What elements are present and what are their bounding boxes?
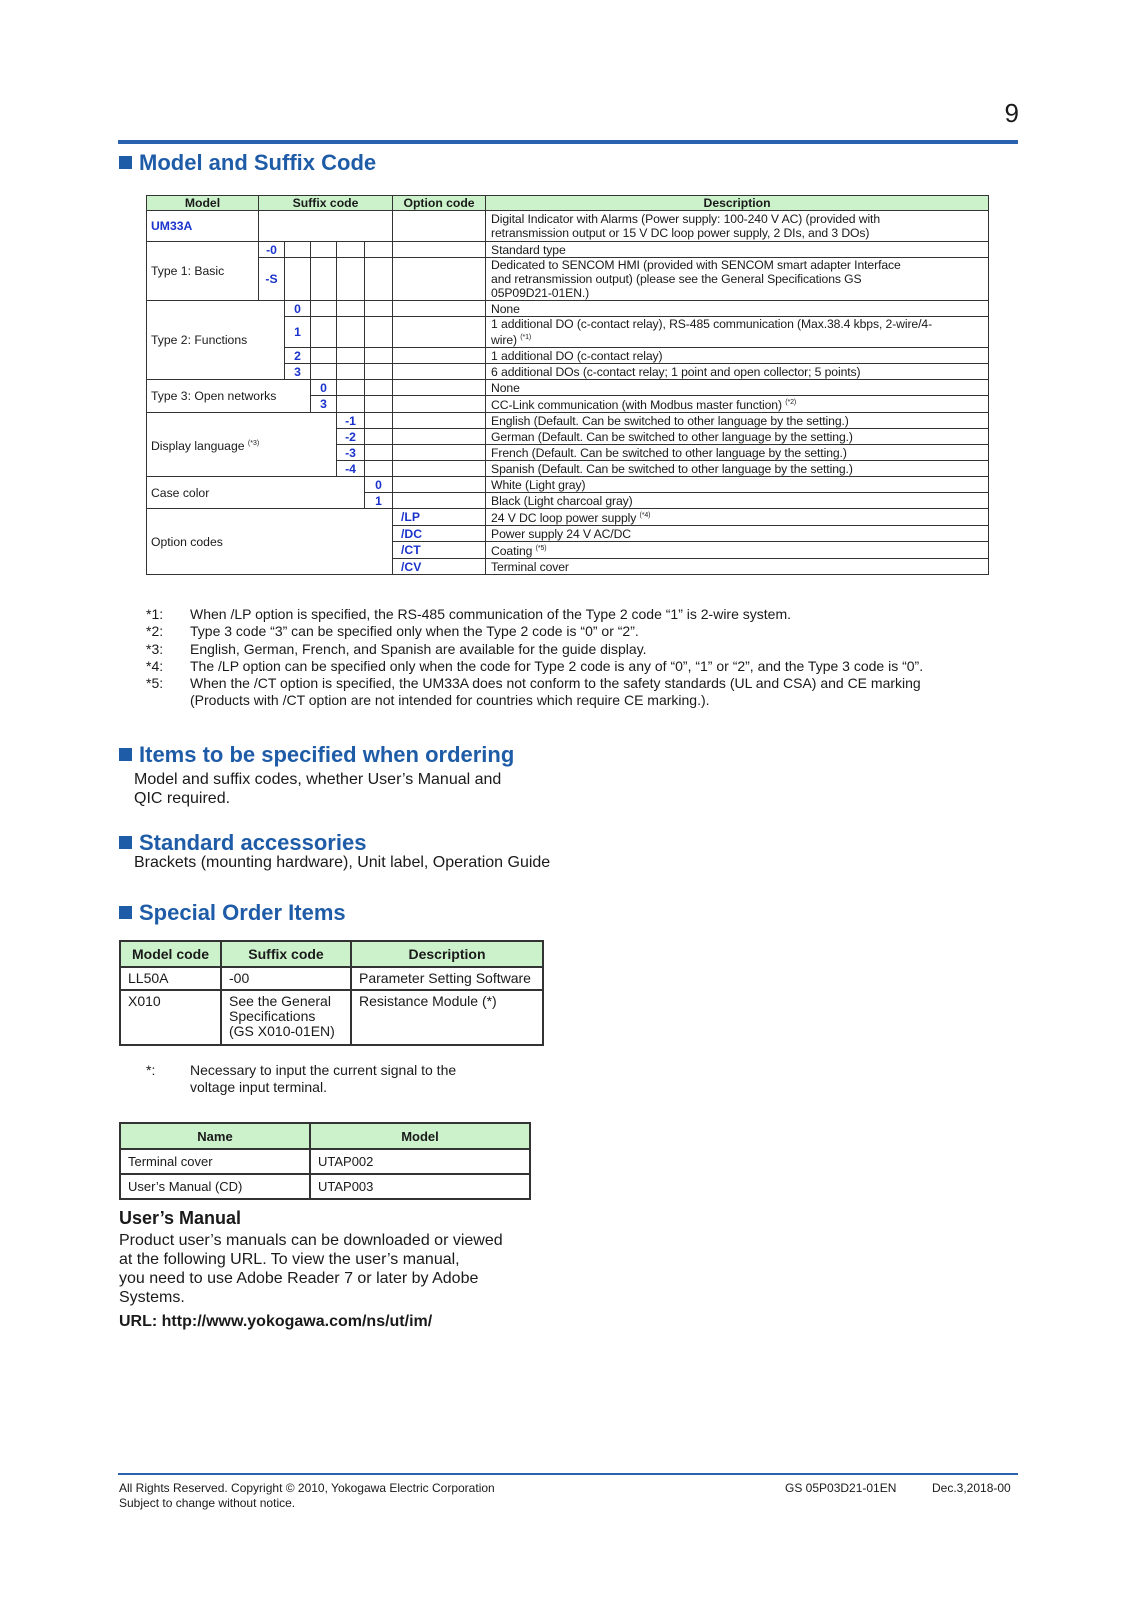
option-codes-label: Option codes (147, 509, 393, 575)
table-row: /CT Coating $^{(*5)}$ (147, 542, 989, 559)
table-header-row: Model code Suffix code Description (120, 941, 543, 967)
footnote: *4: The /LP option can be specified only when the code for Type 2 code is any of “0”, “1” or “2”, and the Type 3 code is “0”. (146, 657, 924, 674)
footnote: *5: When the /CT option is specified, the UM33A does not conform to the safety standards (UL and CSA) and CE marking (146, 675, 921, 692)
table-row: /CV Terminal cover (147, 559, 989, 575)
square-bullet-icon (119, 906, 132, 919)
table-row: LL50A -00 Parameter Setting Software (120, 967, 543, 990)
table-row: Terminal cover UTAP002 (120, 1149, 530, 1174)
accessories-text: Brackets (mounting hardware), Unit label, Operation Guide (134, 854, 551, 871)
page-number: 9 (1004, 98, 1019, 128)
top-rule (118, 140, 1018, 144)
table-row: Type 3: Open networks 0 None (147, 380, 989, 396)
special-order-note: *: Necessary to input the current signal to the voltage input terminal. (146, 1062, 457, 1095)
header-description: Description (486, 196, 989, 211)
model-code: UM33A (147, 211, 259, 242)
section-heading-standard-accessories: Standard accessories (119, 830, 366, 856)
header-option: Option code (393, 196, 486, 211)
footnote: *3: English, German, French, and Spanish are available for the guide display. (146, 640, 647, 657)
header-model: Model (147, 196, 259, 211)
table-row: -4 Spanish (Default. Can be switched to other language by the setting.) (147, 461, 989, 477)
table-row: -2 German (Default. Can be switched to other language by the setting.) (147, 429, 989, 445)
users-manual-text: Product user’s manuals can be downloaded or viewed at the following URL. To view the user’s manual, you need to use Adobe Reader 7 or later by Adobe Systems. (119, 1232, 503, 1306)
manual-url[interactable]: URL: http://www.yokogawa.com/ns/ut/im/ (119, 1313, 433, 1330)
table-row (147, 211, 989, 242)
type1-label: Type 1: Basic (147, 242, 259, 301)
table-row: /DC Power supply 24 V AC/DC (147, 526, 989, 542)
table-row: 3 CC-Link communication (with Modbus master function) $^{(*2)}$ (147, 396, 989, 413)
model-suffix-table (146, 195, 989, 575)
display-language-label: Display language $^{(*3)}$ (147, 413, 337, 477)
table-row: 3 6 additional DOs (c-contact relay; 1 point and open collector; 5 points) (147, 364, 989, 380)
footnotes (146, 606, 923, 710)
square-bullet-icon (119, 836, 132, 849)
table-row: User’s Manual (CD) UTAP003 (120, 1174, 530, 1199)
square-bullet-icon (119, 156, 132, 169)
parts-table (119, 1122, 531, 1200)
model-description: Digital Indicator with Alarms (Power supply: 100-240 V AC) (provided with retransmission output or 15 V DC loop power supply, 2 DIs, and 3 DOs) (486, 211, 989, 242)
footnote: *1: When /LP option is specified, the RS-485 communication of the Type 2 code “1” is 2-wire system. (146, 606, 791, 622)
table-row: Option codes /LP 24 V DC loop power supply $^{(*4)}$ (147, 509, 989, 526)
table-row: Case color 0 White (Light gray) (147, 477, 989, 493)
footer-left: All Rights Reserved. Copyright © 2010, Yokogawa Electric Corporation Subject to change without notice. (119, 1481, 495, 1510)
footer-date: Dec.3,2018-00 (932, 1481, 1011, 1495)
table-row: 1 Black (Light charcoal gray) (147, 493, 989, 509)
footer-doc-id: GS 05P03D21-01EN (785, 1481, 897, 1495)
users-manual-heading: User’s Manual (119, 1208, 242, 1228)
ordering-text: Model and suffix codes, whether User’s Manual and QIC required. (134, 771, 502, 807)
case-color-label: Case color (147, 477, 365, 509)
section-heading-items-ordering: Items to be specified when ordering (119, 742, 514, 768)
table-row: Type 1: Basic -0 Standard type (147, 242, 989, 258)
table-row: Display language $^{(*3)}$ -1 English (Default. Can be switched to other language by the setting.) (147, 413, 989, 429)
table-header-row: Name Model (120, 1123, 530, 1149)
table-header-row (147, 196, 989, 211)
header-suffix: Suffix code (259, 196, 393, 211)
table-row: Type 2: Functions 0 None (147, 301, 989, 317)
table-row: -S Dedicated to SENCOM HMI (provided with SENCOM smart adapter Interface and retransmission output) (please see the General Specifications GS 05P09D21-01EN.) (147, 258, 989, 301)
type2-label: Type 2: Functions (147, 301, 285, 380)
table-row: X010 See the General Specifications (GS X010-01EN) Resistance Module (*) (120, 990, 543, 1045)
table-row: -3 French (Default. Can be switched to other language by the setting.) (147, 445, 989, 461)
section-heading-special-order: Special Order Items (119, 900, 346, 926)
table-row: 1 1 additional DO (c-contact relay), RS-485 communication (Max.38.4 kbps, 2-wire/4- wire) $^{(*1)}$ (147, 317, 989, 348)
footnote: *2: Type 3 code “3” can be specified only when the Type 2 code is “0” or “2”. (146, 623, 639, 640)
type3-label: Type 3: Open networks (147, 380, 311, 413)
table-row: 2 1 additional DO (c-contact relay) (147, 348, 989, 364)
footnote: (Products with /CT option are not intended for countries which require CE marking.). (190, 692, 710, 709)
special-order-table (119, 940, 544, 1046)
section-heading-model-suffix: Model and Suffix Code (119, 150, 376, 176)
square-bullet-icon (119, 748, 132, 761)
bottom-rule (118, 1473, 1018, 1475)
